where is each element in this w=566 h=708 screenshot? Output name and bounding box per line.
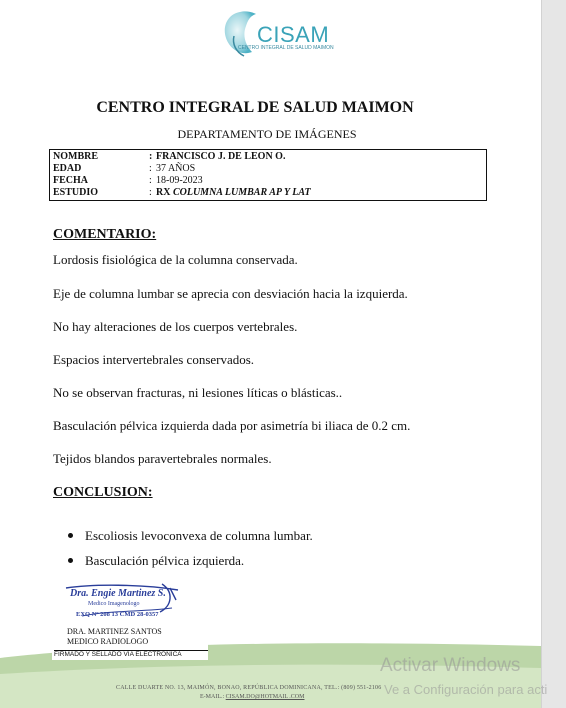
study-label: ESTUDIO xyxy=(53,187,99,198)
conclusion-item xyxy=(68,528,313,544)
signed-note: FIRMADO Y SELLADO VIA ELECTRONICA xyxy=(54,651,182,658)
study-prefix: RX xyxy=(156,187,171,198)
age-sep: : xyxy=(149,163,152,174)
comment-line: Espacios intervertebrales conservados. xyxy=(53,352,255,367)
footer-email-line xyxy=(200,694,304,700)
footer-address: CALLE DUARTE NO. 13, MAIMÓN, BONAO, REPÚBLICA DOMINICANA, TEL.: (809) 551-2106 xyxy=(116,685,382,691)
comment-line: Basculación pélvica izquierda dada por asimetría bi iliaca de 0.2 cm. xyxy=(53,418,411,433)
comentario-heading: COMENTARIO: xyxy=(53,227,157,242)
doctor-name: DRA. MARTINEZ SANTOS xyxy=(67,627,162,636)
report-title: CENTRO INTEGRAL DE SALUD MAIMON xyxy=(96,99,414,116)
conclusion-item-text: Basculación pélvica izquierda. xyxy=(85,553,245,568)
bullet-icon xyxy=(68,533,73,538)
email-label: E-MAIL.: xyxy=(200,694,225,700)
viewer-gutter xyxy=(541,0,566,708)
comment-line: Eje de columna lumbar se aprecia con desviación hacia la izquierda. xyxy=(53,286,408,301)
stamp-exequatur: EXQ Nº 208 13 CMD 28-0357 xyxy=(76,611,159,618)
date-label: FECHA xyxy=(53,175,88,186)
comment-line: Tejidos blandos paravertebrales normales. xyxy=(53,451,272,466)
patient-age-row xyxy=(53,163,195,174)
doctor-title: MEDICO RADIOLOGO xyxy=(67,637,149,646)
logo-text: CISAM xyxy=(257,22,330,47)
email-link[interactable]: CISAM.DO@HOTMAIL .COM xyxy=(225,694,305,700)
stamp-role: Medico Imagenologo xyxy=(88,601,140,607)
name-value: FRANCISCO J. DE LEON O. xyxy=(156,151,286,162)
patient-study-row xyxy=(53,187,311,198)
name-sep: : xyxy=(149,151,153,162)
age-label: EDAD xyxy=(53,163,82,174)
date-value: 18-09-2023 xyxy=(156,175,203,186)
bullet-icon xyxy=(68,558,73,563)
age-value: 37 AÑOS xyxy=(156,163,196,174)
comment-line: Lordosis fisiológica de la columna conservada. xyxy=(53,252,298,267)
study-value: COLUMNA LUMBAR AP Y LAT xyxy=(172,187,311,198)
stamp-name: Dra. Engie Martinez S. xyxy=(70,588,166,599)
conclusion-item xyxy=(68,553,244,569)
conclusion-heading: CONCLUSION: xyxy=(53,485,153,500)
windows-activation-title: Activar Windows xyxy=(380,655,521,676)
conclusion-item-text: Escoliosis levoconvexa de columna lumbar. xyxy=(85,528,313,543)
comment-line: No se observan fracturas, ni lesiones líticas o blásticas.. xyxy=(53,385,343,400)
department-title: DEPARTAMENTO DE IMÁGENES xyxy=(177,127,357,141)
patient-info-box xyxy=(49,149,487,201)
date-sep: : xyxy=(149,175,152,186)
patient-name-row xyxy=(53,151,285,162)
name-label: NOMBRE xyxy=(53,151,98,162)
patient-date-row xyxy=(53,175,203,186)
study-sep: : xyxy=(149,187,152,198)
comment-line: No hay alteraciones de los cuerpos vertebrales. xyxy=(53,319,298,334)
windows-activation-subtitle[interactable]: Ve a Configuración para acti xyxy=(384,682,548,697)
logo-subtext: CENTRO INTEGRAL DE SALUD MAIMON xyxy=(238,45,334,51)
